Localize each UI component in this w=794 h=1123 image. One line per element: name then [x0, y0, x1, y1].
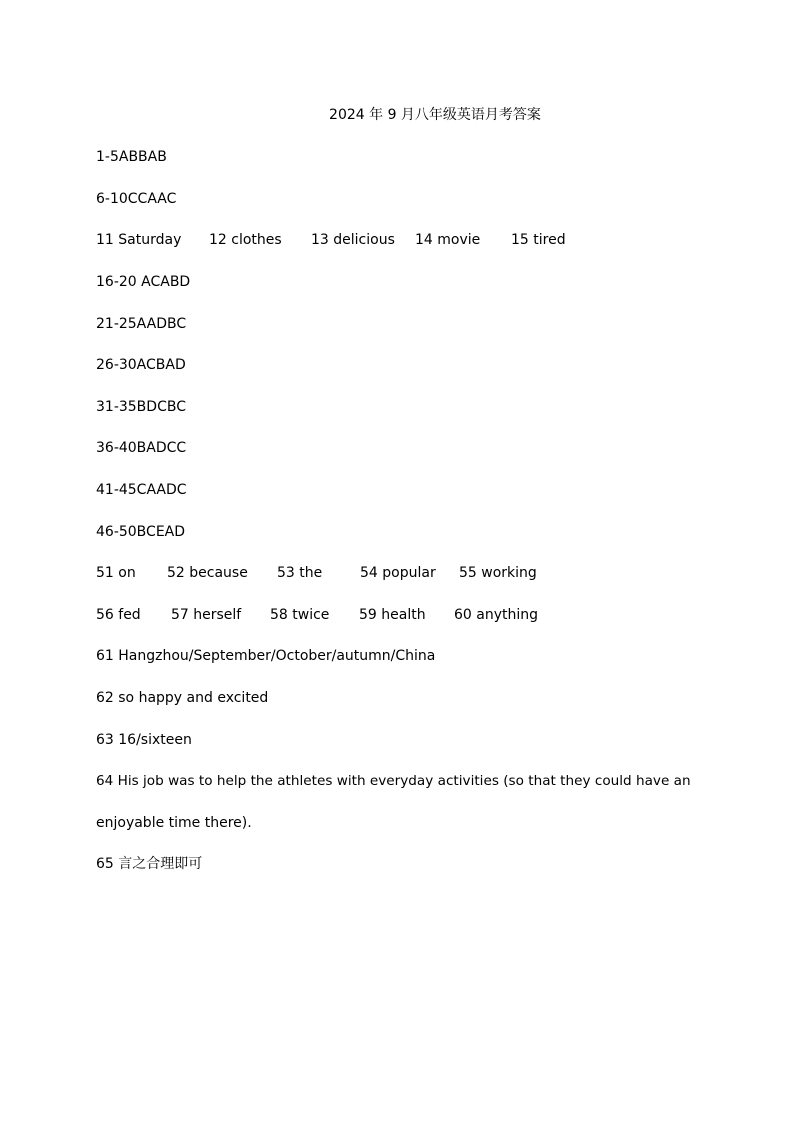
answer-line-36-40: 36-40BADCC [96, 440, 187, 456]
answer-row-56-60 [96, 605, 696, 625]
answer-62: 62 so happy and excited [96, 690, 269, 706]
answer-line-6-10: 6-10CCAAC [96, 191, 177, 207]
answer-58: 58 twice [270, 607, 330, 623]
answer-57: 57 herself [171, 607, 242, 623]
answer-55: 55 working [459, 565, 537, 581]
answer-12: 12 clothes [209, 232, 282, 248]
answer-60: 60 anything [454, 607, 539, 623]
answer-63: 63 16/sixteen [96, 732, 192, 748]
answer-row-11-15 [96, 230, 696, 250]
answer-52: 52 because [167, 565, 248, 581]
page-title: 2024 年 9 月八年级英语月考答案 [329, 107, 541, 123]
answer-line-21-25: 21-25AADBC [96, 316, 187, 332]
answer-15: 15 tired [511, 232, 566, 248]
answer-line-26-30: 26-30ACBAD [96, 357, 186, 373]
answer-64-line-2: enjoyable time there). [96, 815, 252, 831]
answer-53: 53 the [277, 565, 323, 581]
answer-line-31-35: 31-35BDCBC [96, 399, 186, 415]
answer-61: 61 Hangzhou/September/October/autumn/China [96, 648, 436, 664]
answer-59: 59 health [359, 607, 426, 623]
answer-14: 14 movie [415, 232, 481, 248]
answer-line-16-20: 16-20 ACABD [96, 274, 191, 290]
answer-51: 51 on [96, 565, 136, 581]
answer-65: 65 言之合理即可 [96, 856, 203, 872]
answer-11: 11 Saturday [96, 232, 182, 248]
answer-line-41-45: 41-45CAADC [96, 482, 187, 498]
answer-line-1-5: 1-5ABBAB [96, 149, 167, 165]
answer-line-46-50: 46-50BCEAD [96, 524, 186, 540]
answer-56: 56 fed [96, 607, 141, 623]
answer-54: 54 popular [360, 565, 436, 581]
answer-13: 13 delicious [311, 232, 395, 248]
answer-64-line-1: 64 His job was to help the athletes with everyday activities (so that they could have an [96, 773, 691, 789]
answer-row-51-55 [96, 563, 696, 583]
